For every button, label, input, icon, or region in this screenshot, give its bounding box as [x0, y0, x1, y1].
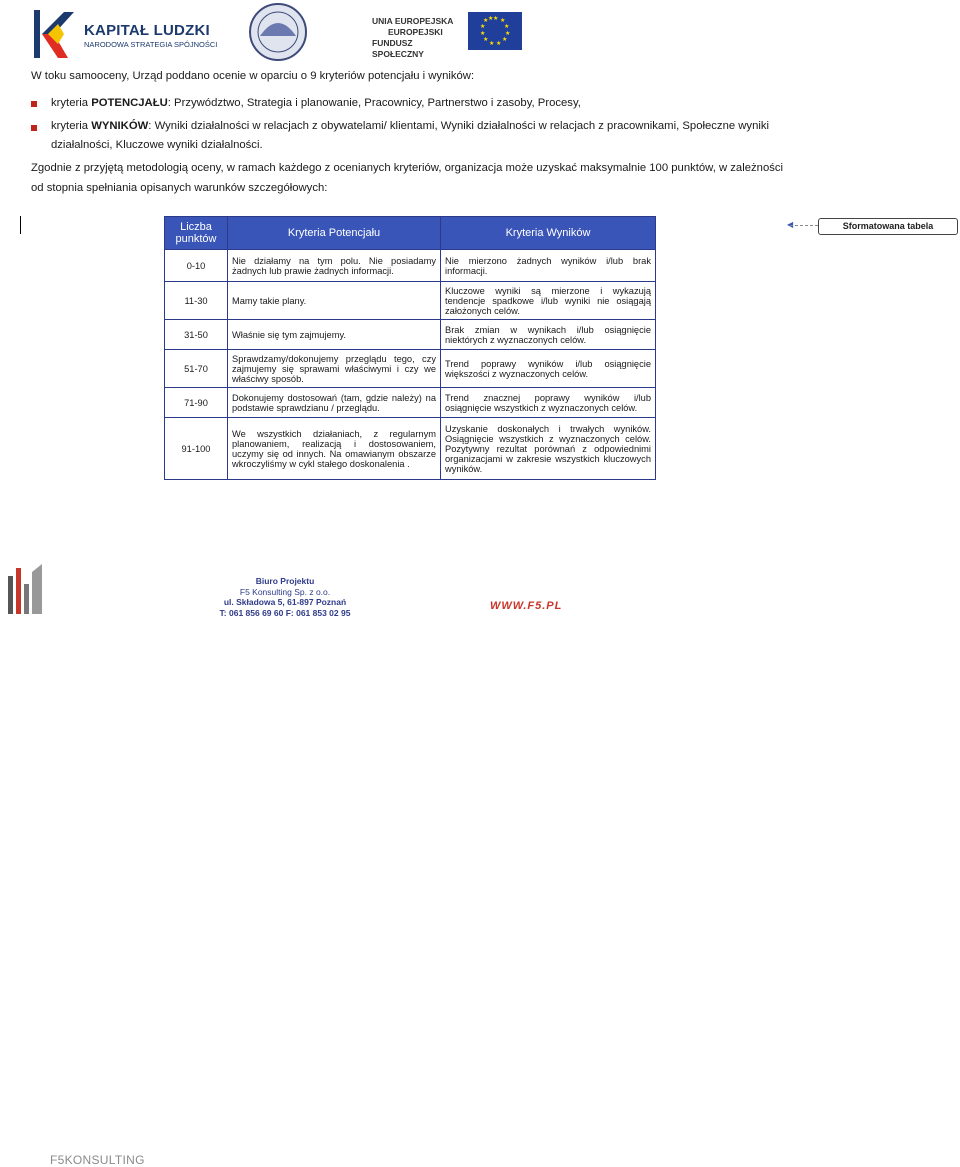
criteria-table — [164, 216, 656, 480]
points-cell: 11-30 — [165, 282, 228, 320]
cursor-bar — [20, 216, 21, 234]
bullet-prefix: kryteria — [51, 97, 92, 109]
points-cell: 31-50 — [165, 320, 228, 350]
svg-text:★: ★ — [504, 23, 510, 30]
header-results: Kryteria Wyników — [441, 217, 656, 250]
svg-text:★: ★ — [483, 36, 489, 43]
methodology-paragraph: Zgodnie z przyjętą metodologią oceny, w ramach każdego z ocenianych kryteriów, organizacja może uzyskać maksymalnie 100 punktów, w zależności od stopnia spełniania opisanych warunków szczegółowych: — [31, 162, 784, 194]
footer-line2: F5 Konsulting Sp. z o.o. — [239, 586, 331, 597]
table-row — [165, 388, 656, 418]
footer-line3: ul. Składowa 5, 61-897 Poznań — [223, 597, 347, 607]
potential-cell: Dokonujemy dostosowań (tam, gdzie należy) na podstawie sprawdzianu / przeglądu. — [228, 388, 441, 418]
table-row — [165, 418, 656, 480]
formatting-comment-balloon[interactable]: Sformatowana tabela — [818, 218, 958, 235]
svg-text:★: ★ — [500, 17, 506, 24]
table-header-row — [165, 217, 656, 250]
potential-cell: Nie działamy na tym polu. Nie posiadamy żadnych lub prawie żadnych informacji. — [228, 250, 441, 282]
bullet-results-cont: działalności, Kluczowe wyniki działalności. — [51, 139, 263, 151]
results-cell: Trend znacznej poprawy wyników i/lub osiągnięcie wszystkich z wyznaczonych celów. — [441, 388, 656, 418]
nswr-seal-logo — [246, 2, 310, 62]
header-potential: Kryteria Potencjału — [228, 217, 441, 250]
table-row — [165, 250, 656, 282]
table-row — [165, 320, 656, 350]
svg-text:★: ★ — [505, 30, 511, 37]
bullet-bold: WYNIKÓW — [91, 120, 149, 132]
bullet-rest: : Wyniki działalności w relacjach z obywatelami/ klientami, Wyniki działalności w relacjach z pracownikami, Społeczne wyniki — [148, 120, 770, 132]
kapital-ludzki-logo — [34, 8, 218, 60]
f5-brand-text: F5KONSULTING — [50, 1153, 145, 1167]
potential-cell: Sprawdzamy/dokonujemy przeglądu tego, czy zajmujemy się sprawami właściwymi i czy we właściwy sposób. — [228, 350, 441, 388]
bullet-bold: POTENCJAŁU — [91, 97, 168, 109]
intro-text: W toku samooceny, Urząd poddano ocenie w oparciu o 9 kryteriów potencjału i wyników: — [31, 70, 475, 82]
results-cell: Kluczowe wyniki są mierzone i wykazują tendencje spadkowe i/lub wyniki nie osiągają założonych celów. — [441, 282, 656, 320]
bullet-marker — [31, 101, 37, 107]
svg-text:★: ★ — [489, 40, 495, 47]
header-points: Liczba punktów — [165, 217, 228, 250]
svg-text:★: ★ — [480, 30, 486, 37]
results-cell: Uzyskanie doskonałych i trwałych wyników. Osiągnięcie wszystkich z wyznaczonych celów. Pozytywny rezultat porównań z odpowiednimi organizacjami w zakresie wszystkich kluczowych wyników. — [441, 418, 656, 480]
results-cell: Trend poprawy wyników i/lub osiągnięcie większości z wyznaczonych celów. — [441, 350, 656, 388]
svg-text:★: ★ — [493, 15, 499, 22]
bullet-results — [51, 120, 769, 132]
results-cell: Brak zmian w wynikach i/lub osiągnięcie niektórych z wyznaczonych celów. — [441, 320, 656, 350]
points-cell: 51-70 — [165, 350, 228, 388]
bullet-potential — [51, 97, 581, 109]
potential-cell: Właśnie się tym zajmujemy. — [228, 320, 441, 350]
points-cell: 0-10 — [165, 250, 228, 282]
potential-cell: Mamy takie plany. — [228, 282, 441, 320]
eu-line1: UNIA EUROPEJSKA — [372, 16, 454, 26]
eu-line3: FUNDUSZ SPOŁECZNY — [372, 38, 424, 59]
svg-text:★: ★ — [480, 23, 486, 30]
f5-emblem-icon — [6, 562, 46, 618]
table-row — [165, 282, 656, 320]
points-cell: 91-100 — [165, 418, 228, 480]
table-row — [165, 350, 656, 388]
comment-connector — [790, 225, 818, 226]
svg-text:★: ★ — [496, 40, 502, 47]
bullet-marker — [31, 125, 37, 131]
results-cell: Nie mierzono żadnych wyników i/lub brak informacji. — [441, 250, 656, 282]
footer-line1: Biuro Projektu — [255, 576, 315, 586]
f5-konsulting-logo — [6, 562, 145, 1167]
eu-text-block — [372, 16, 462, 60]
kl-title: KAPITAŁ LUDZKI — [84, 22, 210, 39]
bullet-rest: : Przywództwo, Strategia i planowanie, Pracownicy, Partnerstwo i zasoby, Procesy, — [167, 97, 581, 109]
svg-text:★: ★ — [488, 15, 494, 22]
website-link[interactable]: WWW.F5.PL — [490, 600, 563, 612]
svg-text:★: ★ — [483, 17, 489, 24]
svg-text:★: ★ — [502, 36, 508, 43]
bullet-prefix: kryteria — [51, 120, 92, 132]
eu-line2: EUROPEJSKI — [388, 27, 443, 37]
footer-line4: T: 061 856 69 60 F: 061 853 02 95 — [219, 607, 351, 618]
comment-arrow-icon: ◀ — [787, 220, 794, 229]
kapital-ludzki-emblem-icon — [34, 8, 80, 60]
points-cell: 71-90 — [165, 388, 228, 418]
potential-cell: We wszystkich działaniach, z regularnym planowaniem, realizacją i dostosowaniem, uczymy się od innych. Na omawianym obszarze wkroczyliśmy w cykl stałego doskonalenia . — [228, 418, 441, 480]
footer-address — [200, 576, 370, 618]
eu-flag-icon — [468, 12, 522, 50]
kl-subtitle: NARODOWA STRATEGIA SPÓJNOŚCI — [84, 40, 218, 49]
